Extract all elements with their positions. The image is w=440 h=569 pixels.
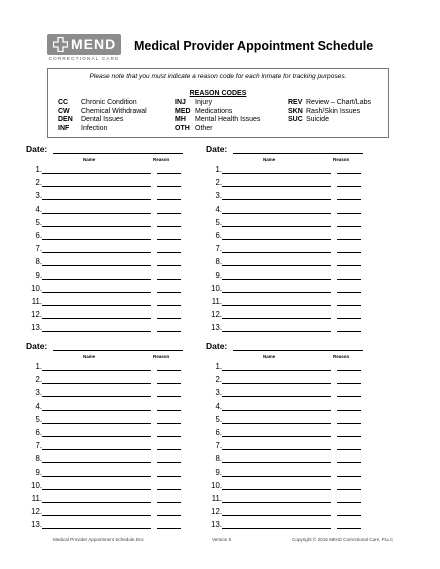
row-number: 1. (215, 165, 222, 174)
name-field[interactable] (222, 449, 331, 450)
reason-code-item (288, 108, 371, 117)
row-number: 12. (211, 507, 222, 517)
name-field[interactable] (42, 383, 151, 384)
reason-field[interactable] (157, 331, 181, 332)
row-number: 2. (35, 178, 42, 188)
row-number: 9. (35, 270, 42, 280)
appointment-row (26, 413, 206, 426)
appointment-row (206, 492, 386, 505)
reason-column-header: Reason (153, 157, 170, 162)
reason-field[interactable] (337, 528, 361, 529)
reason-field[interactable] (337, 449, 361, 450)
appointment-row (26, 452, 206, 465)
reason-field[interactable] (337, 410, 361, 411)
reason-code: MED (175, 107, 191, 115)
name-field[interactable] (42, 528, 151, 529)
reason-code-label: Injury (195, 99, 213, 106)
row-number: 13. (211, 520, 222, 530)
reason-code-label: Rash/Skin Issues (306, 107, 361, 115)
name-field[interactable] (42, 449, 151, 450)
reason-field[interactable] (337, 331, 361, 332)
appointment-row (206, 269, 386, 282)
reason-field[interactable] (337, 305, 361, 306)
appointment-row (26, 189, 206, 202)
reason-field[interactable] (337, 515, 361, 516)
reason-field[interactable] (337, 279, 361, 280)
reason-code-item (58, 108, 147, 117)
row-number: 3. (35, 191, 42, 201)
reason-field[interactable] (337, 462, 361, 463)
name-field[interactable] (42, 331, 151, 332)
name-column-header: Name (83, 354, 96, 359)
name-field[interactable] (222, 436, 331, 437)
reason-field[interactable] (337, 292, 361, 293)
reason-field[interactable] (337, 396, 361, 397)
name-field[interactable] (42, 186, 151, 187)
reason-code-label: Other (195, 124, 213, 132)
name-field[interactable] (222, 502, 331, 503)
reason-field[interactable] (157, 476, 181, 477)
reason-code: INF (58, 124, 70, 132)
appointment-rows (206, 163, 386, 334)
column-headers (26, 156, 206, 163)
date-label: Date: (206, 144, 228, 154)
logo-subtitle: CORRECTIONAL CARE (48, 56, 120, 61)
reason-code-label: Review – Chart/Labs (306, 99, 371, 106)
row-number: 4. (215, 401, 222, 411)
name-field[interactable] (222, 252, 331, 253)
appointment-row (206, 308, 386, 321)
appointment-row (206, 295, 386, 308)
name-column-header: Name (263, 354, 276, 359)
reason-code-item (175, 99, 260, 108)
reason-code-item (288, 99, 371, 108)
appointment-rows (26, 360, 206, 531)
name-field[interactable] (222, 173, 331, 174)
name-field[interactable] (42, 279, 151, 280)
name-field[interactable] (42, 173, 151, 174)
name-field[interactable] (42, 436, 151, 437)
date-field[interactable] (53, 350, 183, 351)
schedule-block (26, 341, 206, 531)
reason-field[interactable] (337, 199, 361, 200)
reason-field[interactable] (337, 265, 361, 266)
reason-code-box (47, 68, 389, 138)
reason-field[interactable] (337, 173, 361, 174)
name-field[interactable] (42, 318, 151, 319)
appointment-row (26, 373, 206, 386)
row-number: 13. (31, 323, 42, 333)
row-number: 5. (215, 414, 222, 424)
reason-code-column (58, 99, 147, 133)
row-number: 11. (31, 296, 42, 306)
reason-code-item (175, 116, 260, 125)
reason-field[interactable] (337, 239, 361, 240)
reason-field[interactable] (157, 213, 181, 214)
row-number: 9. (215, 467, 222, 477)
date-field[interactable] (233, 153, 363, 154)
appointment-row (206, 216, 386, 229)
name-field[interactable] (222, 331, 331, 332)
appointment-row (26, 163, 206, 176)
date-label: Date: (26, 341, 48, 351)
name-field[interactable] (42, 396, 151, 397)
date-field[interactable] (53, 153, 183, 154)
name-field[interactable] (222, 423, 331, 424)
reason-code: DEN (58, 116, 73, 124)
reason-column-header: Reason (333, 157, 350, 162)
appointment-row (206, 518, 386, 531)
date-row (26, 144, 206, 156)
reason-field[interactable] (157, 305, 181, 306)
appointment-row (206, 242, 386, 255)
appointment-row (26, 321, 206, 334)
appointment-rows (206, 360, 386, 531)
reason-code-label: Infection (81, 124, 108, 132)
name-field[interactable] (42, 292, 151, 293)
reason-field[interactable] (157, 239, 181, 240)
row-number: 10. (211, 480, 222, 490)
appointment-row (206, 255, 386, 268)
appointment-row (26, 360, 206, 373)
reason-code: SUC (288, 116, 303, 124)
reason-code: OTH (175, 124, 190, 132)
reason-field[interactable] (157, 515, 181, 516)
name-field[interactable] (222, 199, 331, 200)
name-field[interactable] (222, 226, 331, 227)
reason-code-label: Suicide (306, 116, 329, 124)
appointment-row (206, 479, 386, 492)
reason-code-item (58, 125, 147, 134)
name-field[interactable] (222, 292, 331, 293)
appointment-row (206, 466, 386, 479)
appointment-row (26, 229, 206, 242)
name-field[interactable] (222, 239, 331, 240)
appointment-row (26, 386, 206, 399)
name-field[interactable] (42, 265, 151, 266)
reason-field[interactable] (337, 502, 361, 503)
medical-cross-icon (53, 37, 68, 52)
appointment-row (206, 439, 386, 452)
name-column-header: Name (263, 157, 276, 162)
reason-code-column (175, 99, 260, 133)
name-field[interactable] (42, 489, 151, 490)
reason-field[interactable] (157, 279, 181, 280)
reason-code-item (58, 99, 147, 108)
document-title: Medical Provider Appointment Schedule (134, 39, 374, 53)
column-headers (26, 353, 206, 360)
appointment-row (206, 413, 386, 426)
reason-field[interactable] (157, 410, 181, 411)
appointment-row (26, 492, 206, 505)
appointment-row (206, 203, 386, 216)
reason-field[interactable] (157, 383, 181, 384)
schedule-block (206, 144, 386, 334)
row-number: 3. (215, 191, 222, 201)
name-field[interactable] (42, 423, 151, 424)
name-field[interactable] (42, 410, 151, 411)
row-number: 6. (215, 230, 222, 240)
name-field[interactable] (222, 186, 331, 187)
appointment-row (26, 466, 206, 479)
footer-version: Version 5 (212, 537, 232, 542)
row-number: 4. (215, 204, 222, 214)
row-number: 4. (35, 204, 42, 214)
appointment-row (26, 176, 206, 189)
date-label: Date: (26, 144, 48, 154)
name-field[interactable] (222, 213, 331, 214)
appointment-row (206, 163, 386, 176)
row-number: 6. (215, 427, 222, 437)
reason-code-label: Chemical Withdrawal (81, 107, 147, 115)
date-row (206, 144, 386, 156)
appointment-row (206, 400, 386, 413)
row-number: 8. (215, 257, 222, 267)
row-number: 5. (215, 217, 222, 227)
reason-field[interactable] (157, 436, 181, 437)
reason-code-label: Medications (195, 107, 233, 115)
row-number: 8. (35, 454, 42, 464)
reason-field[interactable] (157, 462, 181, 463)
appointment-row (206, 176, 386, 189)
reason-column-header: Reason (153, 354, 170, 359)
appointment-row (206, 229, 386, 242)
row-number: 2. (35, 375, 42, 385)
row-number: 9. (35, 467, 42, 477)
logo-badge (47, 34, 121, 55)
appointment-rows (26, 163, 206, 334)
name-field[interactable] (42, 226, 151, 227)
row-number: 11. (31, 493, 42, 503)
reason-code: SKN (288, 107, 303, 115)
row-number: 1. (35, 362, 42, 371)
date-field[interactable] (233, 350, 363, 351)
reason-field[interactable] (157, 265, 181, 266)
reason-code: MH (175, 116, 186, 124)
logo-wordmark: MEND (71, 36, 117, 52)
schedule-block (26, 144, 206, 334)
name-field[interactable] (222, 462, 331, 463)
reason-field[interactable] (157, 199, 181, 200)
reason-field[interactable] (337, 318, 361, 319)
appointment-row (206, 452, 386, 465)
reason-field[interactable] (337, 252, 361, 253)
reason-field[interactable] (157, 186, 181, 187)
name-column-header: Name (83, 157, 96, 162)
reason-code: REV (288, 99, 303, 106)
row-number: 1. (215, 362, 222, 371)
row-number: 7. (215, 244, 222, 254)
row-number: 7. (35, 441, 42, 451)
row-number: 3. (215, 388, 222, 398)
name-field[interactable] (222, 279, 331, 280)
row-number: 4. (35, 401, 42, 411)
reason-field[interactable] (337, 489, 361, 490)
row-number: 10. (31, 480, 42, 490)
name-field[interactable] (42, 502, 151, 503)
appointment-row (206, 360, 386, 373)
footer-filename: Medical Provider Appointment Schedule.Doc (53, 537, 144, 542)
row-number: 5. (35, 414, 42, 424)
name-field[interactable] (222, 396, 331, 397)
appointment-row (26, 308, 206, 321)
reason-field[interactable] (157, 528, 181, 529)
row-number: 6. (35, 427, 42, 437)
appointment-row (26, 518, 206, 531)
reason-code-item (288, 116, 371, 125)
name-field[interactable] (42, 476, 151, 477)
appointment-row (26, 295, 206, 308)
reason-field[interactable] (337, 383, 361, 384)
reason-field[interactable] (157, 502, 181, 503)
date-row (26, 341, 206, 353)
reason-field[interactable] (337, 226, 361, 227)
appointment-row (26, 439, 206, 452)
row-number: 11. (211, 493, 222, 503)
row-number: 7. (215, 441, 222, 451)
date-row (206, 341, 386, 353)
reason-field[interactable] (337, 186, 361, 187)
row-number: 7. (35, 244, 42, 254)
appointment-row (26, 282, 206, 295)
appointment-row (26, 400, 206, 413)
appointment-row (206, 386, 386, 399)
name-field[interactable] (42, 305, 151, 306)
row-number: 2. (215, 178, 222, 188)
reason-field[interactable] (157, 292, 181, 293)
reason-field[interactable] (157, 489, 181, 490)
appointment-row (26, 255, 206, 268)
reason-code: CW (58, 107, 70, 115)
mend-logo (47, 34, 121, 64)
row-number: 10. (211, 283, 222, 293)
appointment-row (206, 189, 386, 202)
appointment-row (26, 426, 206, 439)
name-field[interactable] (222, 383, 331, 384)
appointment-row (26, 203, 206, 216)
appointment-row (206, 321, 386, 334)
column-headers (206, 353, 386, 360)
row-number: 12. (31, 310, 42, 320)
reason-code-item (175, 108, 260, 117)
reason-field[interactable] (337, 476, 361, 477)
row-number: 13. (211, 323, 222, 333)
name-field[interactable] (42, 252, 151, 253)
reason-field[interactable] (157, 173, 181, 174)
reason-field[interactable] (337, 436, 361, 437)
reason-field[interactable] (157, 423, 181, 424)
reason-code: INJ (175, 99, 186, 106)
appointment-row (206, 373, 386, 386)
name-field[interactable] (42, 515, 151, 516)
name-field[interactable] (222, 305, 331, 306)
name-field[interactable] (42, 370, 151, 371)
row-number: 12. (211, 310, 222, 320)
column-headers (206, 156, 386, 163)
name-field[interactable] (222, 515, 331, 516)
appointment-row (26, 479, 206, 492)
reason-code-label: Mental Health Issues (195, 116, 261, 124)
row-number: 8. (215, 454, 222, 464)
appointment-row (26, 242, 206, 255)
reason-code-label: Dental Issues (81, 116, 124, 124)
name-field[interactable] (222, 318, 331, 319)
reason-codes-title: REASON CODES (189, 90, 247, 97)
reason-field[interactable] (337, 213, 361, 214)
name-field[interactable] (222, 265, 331, 266)
row-number: 12. (31, 507, 42, 517)
row-number: 2. (215, 375, 222, 385)
reason-field[interactable] (337, 423, 361, 424)
reason-field[interactable] (157, 370, 181, 371)
reason-field[interactable] (157, 396, 181, 397)
name-field[interactable] (222, 410, 331, 411)
appointment-row (206, 505, 386, 518)
date-label: Date: (206, 341, 228, 351)
schedule-block (206, 341, 386, 531)
appointment-row (26, 505, 206, 518)
appointment-row (206, 426, 386, 439)
appointment-row (26, 269, 206, 282)
reason-code-label: Chronic Condition (81, 99, 137, 106)
name-field[interactable] (42, 199, 151, 200)
reason-code-item (58, 116, 147, 125)
reason-field[interactable] (337, 370, 361, 371)
name-field[interactable] (42, 213, 151, 214)
reason-field[interactable] (157, 318, 181, 319)
row-number: 1. (35, 165, 42, 174)
row-number: 3. (35, 388, 42, 398)
row-number: 6. (35, 230, 42, 240)
name-field[interactable] (222, 528, 331, 529)
name-field[interactable] (222, 370, 331, 371)
reason-column-header: Reason (333, 354, 350, 359)
row-number: 13. (31, 520, 42, 530)
name-field[interactable] (42, 462, 151, 463)
reason-field[interactable] (157, 449, 181, 450)
row-number: 9. (215, 270, 222, 280)
name-field[interactable] (42, 239, 151, 240)
appointment-row (206, 282, 386, 295)
row-number: 5. (35, 217, 42, 227)
row-number: 11. (211, 296, 222, 306)
row-number: 10. (31, 283, 42, 293)
footer-copyright: Copyright © 2015 MEnD Correctional Care, PLLC (292, 537, 394, 542)
reason-field[interactable] (157, 226, 181, 227)
reason-code-item (175, 125, 260, 134)
name-field[interactable] (222, 489, 331, 490)
row-number: 8. (35, 257, 42, 267)
reason-code: CC (58, 99, 69, 106)
name-field[interactable] (222, 476, 331, 477)
reason-field[interactable] (157, 252, 181, 253)
reason-code-column (288, 99, 371, 125)
tracking-note: Please note that you must indicate a reason code for each inmate for tracking purposes. (89, 73, 347, 80)
appointment-row (26, 216, 206, 229)
